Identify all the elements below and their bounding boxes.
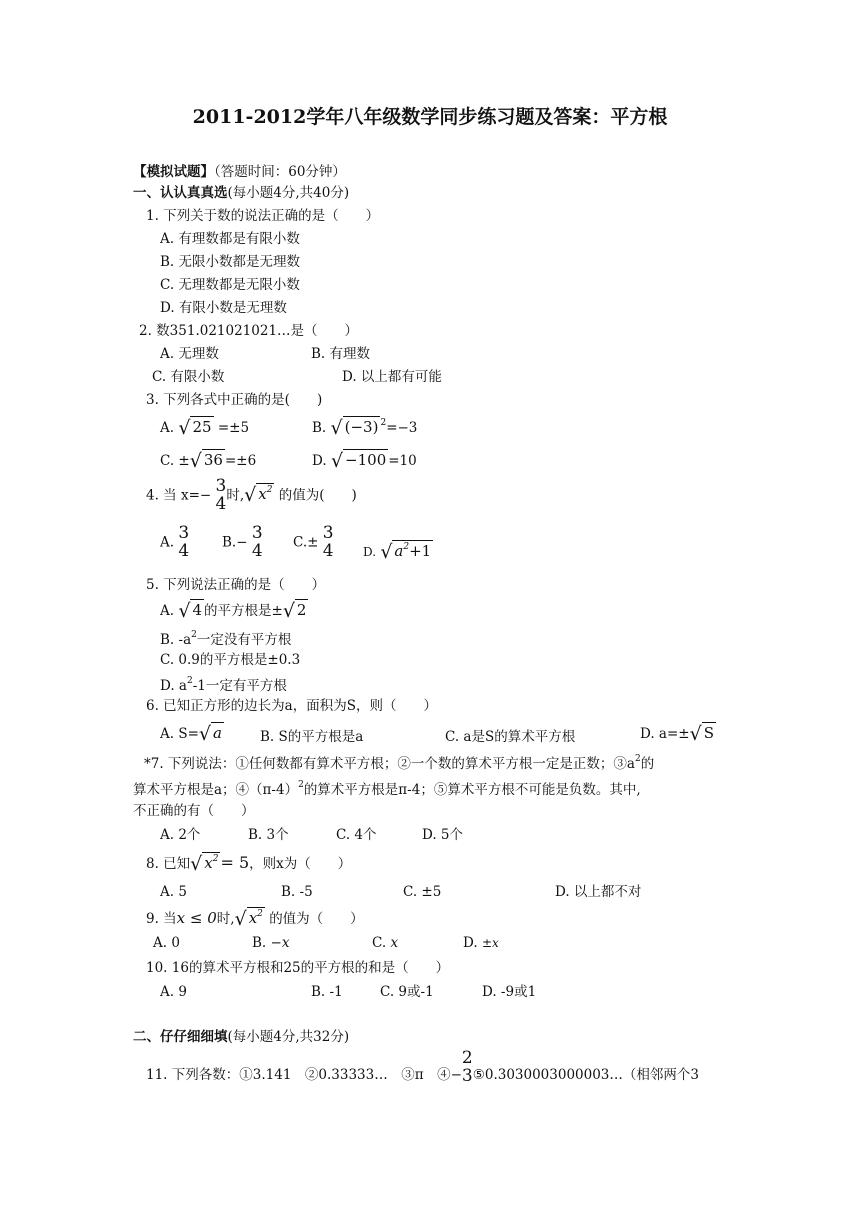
section-2-title: 二、仔仔细细填: [133, 1029, 228, 1045]
section-2-heading: [133, 1031, 349, 1045]
q7-line-2-end: 的算术平方根是π-4；⑤算术平方根不可能是负数。其中,: [303, 782, 641, 798]
q3-option-d: [312, 452, 417, 471]
q6-option-c: C. a是S的算术平方根: [445, 729, 576, 745]
exponent: 2: [403, 542, 410, 552]
option-label: C.: [372, 935, 387, 951]
q7-option-a: A. 2个: [160, 827, 201, 843]
q10-option-d: D. -9或1: [482, 984, 537, 1000]
q4-text-post: 的值为( ): [278, 487, 357, 504]
denominator: 4: [322, 540, 334, 561]
radicand: a: [394, 542, 404, 560]
q4-option-b: [222, 525, 263, 561]
sqrt-expression: √ S: [689, 723, 714, 745]
q5-option-a: [160, 602, 308, 621]
q7-option-d: D. 5个: [422, 827, 464, 843]
q8-text-pre: 8. 已知: [146, 856, 191, 872]
denominator: 4: [251, 540, 263, 561]
exponent: 2: [266, 485, 273, 496]
option-value: x: [390, 935, 399, 951]
option-rest: =10: [388, 453, 417, 469]
q2-option-d: D. 以上都有可能: [342, 369, 442, 385]
q10-option-b: B. -1: [311, 984, 343, 1000]
q9-text-pre: 9. 当: [146, 911, 177, 927]
q9-text-post: 的值为（ ）: [269, 911, 364, 927]
option-label: C.±: [293, 534, 319, 551]
option-label: D.: [312, 453, 327, 469]
q1-option-d: D. 有限小数是无理数: [160, 300, 287, 316]
option-label: D.: [463, 935, 478, 951]
radicand: x: [248, 909, 258, 927]
q5-option-b: [160, 631, 291, 648]
q4-option-c: [293, 525, 334, 561]
q7-line-1: [144, 755, 654, 772]
q3-option-a: [160, 419, 249, 438]
q7-line-2: [133, 781, 641, 798]
q8-option-a: A. 5: [160, 884, 187, 900]
radicand: (−3): [344, 418, 379, 436]
option-label: B.−: [222, 534, 248, 551]
q1-stem: 1. 下列关于数的说法正确的是（ ）: [146, 208, 380, 224]
page-title: 2011-2012学年八年级数学同步练习题及答案：平方根: [192, 106, 668, 128]
sqrt-expression: √ $x^2$: [234, 908, 263, 930]
q2-option-b: B. 有理数: [311, 346, 371, 362]
q4-text-mid: 时,: [226, 487, 245, 504]
option-rest: =−3: [386, 420, 418, 436]
q2-stem: 2. 数351.021021021…是（ ）: [139, 323, 359, 339]
q1-option-a: A. 有理数都是有限小数: [160, 231, 300, 247]
option-post: 一定没有平方根: [196, 632, 292, 648]
section-1-title: 一、认认真真选: [133, 185, 228, 201]
q7-line-2-text: 算术平方根是a；④（π-4）: [133, 782, 299, 798]
option-rest: =±5: [217, 420, 250, 436]
numerator: 2: [461, 1048, 473, 1068]
q4-option-d: [363, 543, 433, 562]
radicand: 25: [192, 418, 212, 436]
option-pre: B. -a: [160, 632, 192, 648]
radicand: −100: [345, 451, 387, 469]
q7-option-b: B. 3个: [248, 827, 289, 843]
radicand-rest: +1: [409, 542, 432, 560]
exponent: 2: [186, 676, 193, 686]
option-pre: D. a: [160, 678, 187, 694]
option-label: D. a=±: [640, 726, 690, 742]
fraction: [178, 525, 189, 561]
q2-option-a: A. 无理数: [160, 346, 219, 362]
q8-option-d: D. 以上都不对: [555, 884, 642, 900]
exponent: 2: [298, 780, 304, 790]
q8-option-c: C. ±5: [403, 884, 442, 900]
option-label: A.: [160, 420, 175, 436]
exam-tag: 【模拟试题】: [133, 164, 214, 180]
q5-option-d: [160, 677, 287, 694]
denominator: 3: [461, 1065, 473, 1086]
q6-option-d: [640, 725, 716, 744]
numerator: 3: [178, 523, 190, 543]
q3-option-b: [312, 419, 417, 438]
q4-option-a: [160, 525, 189, 561]
exponent: 2: [191, 630, 197, 640]
numerator: 3: [251, 523, 263, 543]
sqrt-expression: √ $x^2$: [244, 484, 273, 507]
option-label: A. S=: [160, 726, 199, 742]
section-1-heading: [133, 187, 349, 201]
radicand: a: [213, 724, 222, 742]
fraction: [216, 478, 227, 514]
option-label: A.: [160, 603, 175, 619]
sqrt-expression: √ (−3): [330, 417, 379, 439]
radicand: x: [204, 854, 213, 872]
q9-option-c: [372, 937, 398, 951]
option-label: A.: [160, 534, 175, 551]
exponent: 2: [212, 854, 219, 864]
exam-header: [133, 166, 346, 180]
q7-line-3: 不正确的有（ ）: [133, 803, 255, 819]
q1-option-c: C. 无理数都是无限小数: [160, 277, 300, 293]
sqrt-expression: √ −100: [330, 450, 387, 472]
q1-option-b: B. 无限小数都是无理数: [160, 254, 301, 270]
section-1-note: (每小题4分,共40分): [227, 185, 350, 201]
fraction: [323, 525, 334, 561]
q3-stem: 3. 下列各式中正确的是( ): [146, 392, 323, 408]
numerator: 3: [322, 523, 334, 543]
q10-option-c: C. 9或-1: [380, 984, 434, 1000]
q6-option-a: [160, 725, 224, 744]
q11-text-pre: 11. 下列各数：①3.141 ②0.33333… ③π ④−: [146, 1066, 462, 1083]
q6-stem: 6. 已知正方形的边长为a，面积为S，则（ ）: [146, 698, 437, 714]
q3-option-c: [160, 452, 256, 471]
q9-condition: x ≤ 0: [176, 909, 217, 927]
denominator: 4: [215, 493, 227, 514]
q8-stem: [146, 855, 351, 874]
exponent: 2: [380, 418, 387, 428]
q10-option-a: A. 9: [160, 984, 187, 1000]
sqrt-expression: √ 4: [178, 600, 202, 622]
option-value: ±x: [481, 936, 499, 950]
q8-text-post: ，则x为（ ）: [249, 856, 352, 872]
q9-option-a: A. 0: [153, 935, 180, 951]
q4-stem: [146, 478, 357, 514]
option-post: -1一定有平方根: [192, 678, 287, 694]
q6-option-b: B. S的平方根是a: [260, 729, 364, 745]
q2-option-c: C. 有限小数: [152, 369, 225, 385]
q8-option-b: B. -5: [281, 884, 313, 900]
radicand: 2: [296, 601, 307, 619]
q7-line-1-text: *7. 下列说法：①任何数都有算术平方根；②一个数的算术平方根一定是正数；③a: [144, 756, 635, 772]
q10-stem: 10. 16的算术平方根和25的平方根的和是（ ）: [146, 960, 450, 976]
option-mid: 的平方根是±: [204, 603, 283, 619]
q5-option-c: C. 0.9的平方根是±0.3: [160, 652, 301, 668]
sqrt-expression: √ 36: [189, 450, 223, 472]
sqrt-expression: √ $x^2$: [190, 853, 219, 875]
q11-text-post: ⑤0.3030003000003…（相邻两个3: [472, 1066, 699, 1083]
sqrt-expression: √ 2: [282, 600, 307, 622]
q5-stem: 5. 下列说法正确的是（ ）: [146, 577, 326, 593]
radicand: 36: [203, 451, 223, 469]
option-label: D.: [363, 545, 377, 559]
option-rest: =±6: [224, 453, 257, 469]
radicand: x: [258, 485, 267, 504]
option-label: B.: [312, 420, 327, 436]
exam-time: （答题时间：60分钟）: [214, 164, 346, 180]
sqrt-expression: √ a: [198, 723, 222, 745]
q7-line-1-end: 的: [640, 756, 655, 772]
fraction: [252, 525, 263, 561]
sqrt-expression: √ $a^2+1$: [380, 541, 432, 563]
q9-text-mid: 时,: [216, 911, 235, 927]
radicand: S: [703, 724, 714, 742]
option-value: −x: [270, 935, 290, 951]
q9-option-b: [252, 937, 289, 951]
q9-option-d: [463, 937, 499, 951]
sqrt-expression: √ 25: [178, 417, 212, 439]
q7-option-c: C. 4个: [336, 827, 377, 843]
exponent: 2: [257, 909, 263, 919]
option-label: C. ±: [160, 453, 190, 469]
option-label: B.: [252, 935, 267, 951]
fraction: [462, 1050, 473, 1086]
numerator: 3: [215, 476, 227, 496]
section-2-note: (每小题4分,共32分): [227, 1029, 350, 1045]
exponent: 2: [634, 754, 641, 764]
equation-rhs: = 5: [220, 853, 250, 872]
denominator: 4: [178, 540, 190, 561]
q11-stem: [146, 1050, 699, 1086]
radicand: 4: [192, 601, 202, 619]
q9-stem: [146, 910, 364, 929]
q4-text-pre: 4. 当 x=−: [146, 487, 212, 504]
